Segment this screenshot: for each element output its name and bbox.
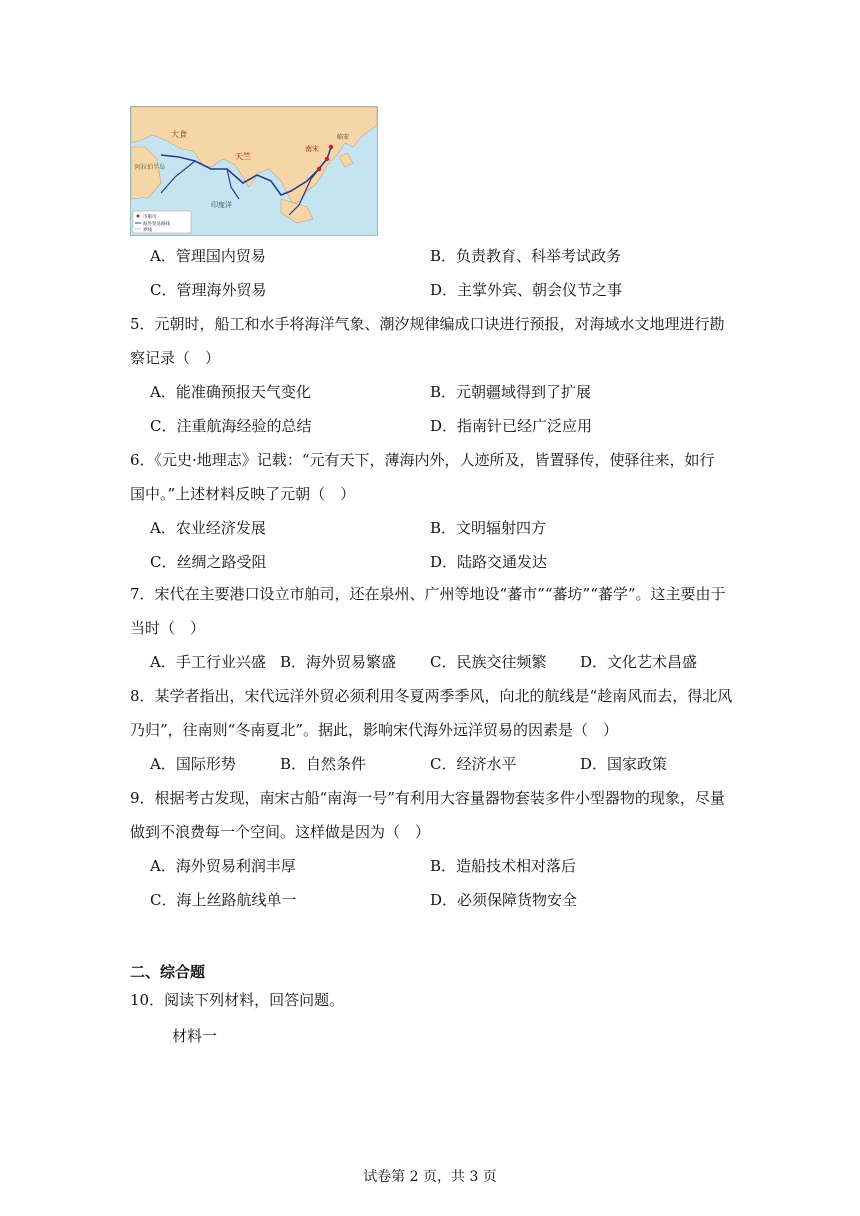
q9-stem-line: 9．根据考古发现，南宋古船“南海一号”有利用大容量器物套装多件小型器物的现象，尽量 bbox=[130, 789, 725, 807]
q7-stem-line: 7．宋代在主要港口设立市舶司，还在泉州、广州等地设“蕃市”“蕃坊”“蕃学”。这主要由于 bbox=[130, 585, 726, 603]
q5-option-d[interactable]: D．指南针已经广泛应用 bbox=[430, 417, 593, 435]
q9-option-b[interactable]: B．造船技术相对落后 bbox=[430, 857, 577, 875]
q7-option-a[interactable]: A．手工行业兴盛 bbox=[150, 653, 266, 671]
map-label: 临安 bbox=[337, 134, 350, 141]
page-footer: 试卷第 2 页，共 3 页 bbox=[363, 1169, 497, 1185]
q4-option-a[interactable]: A．管理国内贸易 bbox=[150, 247, 266, 265]
q8-option-d[interactable]: D．国家政策 bbox=[580, 755, 668, 773]
legend-item: 界线 bbox=[143, 228, 152, 233]
q7-option-b[interactable]: B．海外贸易繁盛 bbox=[280, 653, 397, 671]
q10-stem: 10．阅读下列材料，回答问题。 bbox=[130, 991, 345, 1009]
map-label: 大食 bbox=[171, 130, 187, 139]
q6-option-c[interactable]: C．丝绸之路受阻 bbox=[150, 553, 267, 571]
q6-option-a[interactable]: A．农业经济发展 bbox=[150, 519, 266, 537]
section-heading: 二、综合题 bbox=[130, 963, 206, 981]
port-marker bbox=[317, 167, 321, 171]
q5-option-a[interactable]: A．能准确预报天气变化 bbox=[150, 383, 311, 401]
trade-route-map bbox=[130, 106, 378, 236]
q8-stem-line: 8．某学者指出，宋代远洋外贸必须利用冬夏两季季风，向北的航线是“趁南风而去，得北风 bbox=[130, 687, 733, 705]
legend-item: 海外贸易路线 bbox=[143, 222, 170, 227]
q5-stem-line: 察记录（ ） bbox=[130, 349, 221, 367]
map-label: 阿拉伯半岛 bbox=[135, 164, 166, 171]
q7-option-c[interactable]: C．民族交往频繁 bbox=[430, 653, 547, 671]
legend-port-symbol bbox=[137, 215, 140, 218]
q8-option-c[interactable]: C．经济水平 bbox=[430, 755, 517, 773]
q7-stem-line: 当时（ ） bbox=[130, 619, 206, 637]
q9-option-d[interactable]: D．必须保障货物安全 bbox=[430, 891, 578, 909]
q9-option-a[interactable]: A．海外贸易利润丰厚 bbox=[150, 857, 296, 875]
q10-material-label: 材料一 bbox=[172, 1027, 218, 1045]
q6-option-d[interactable]: D．陆路交通发达 bbox=[430, 553, 548, 571]
legend-item: 市舶司 bbox=[143, 215, 157, 220]
q5-stem-line: 5．元朝时，船工和水手将海洋气象、潮汐规律编成口诀进行预报，对海域水文地理进行勘 bbox=[130, 315, 725, 333]
q4-option-b[interactable]: B．负责教育、科举考试政务 bbox=[430, 247, 622, 265]
map-label: 天竺 bbox=[235, 152, 251, 161]
q8-option-b[interactable]: B．自然条件 bbox=[280, 755, 367, 773]
map-label: 印度洋 bbox=[211, 201, 232, 209]
q6-stem-line: 6．《元史·地理志》记载：“元有天下，薄海内外，人迹所及，皆置驿传，使驿往来，如行 bbox=[130, 451, 715, 469]
q9-option-c[interactable]: C．海上丝路航线单一 bbox=[150, 891, 297, 909]
q5-option-b[interactable]: B．元朝疆域得到了扩展 bbox=[430, 383, 592, 401]
q5-option-c[interactable]: C．注重航海经验的总结 bbox=[150, 417, 312, 435]
map-label: 南宋 bbox=[305, 145, 319, 153]
q8-stem-line: 乃归”，往南则“冬南夏北”。据此，影响宋代海外远洋贸易的因素是（ ） bbox=[130, 721, 619, 739]
q4-option-d[interactable]: D．主掌外宾、朝会仪节之事 bbox=[430, 281, 623, 299]
q8-option-a[interactable]: A．国际形势 bbox=[150, 755, 236, 773]
q6-stem-line: 国中。”上述材料反映了元朝（ ） bbox=[130, 485, 356, 503]
q9-stem-line: 做到不浪费每一个空间。这样做是因为（ ） bbox=[130, 823, 431, 841]
q6-option-b[interactable]: B．文明辐射四方 bbox=[430, 519, 547, 537]
q4-option-c[interactable]: C．管理海外贸易 bbox=[150, 281, 267, 299]
port-marker bbox=[329, 145, 333, 149]
map-graphic bbox=[131, 107, 377, 235]
port-marker bbox=[325, 157, 329, 161]
q7-option-d[interactable]: D．文化艺术昌盛 bbox=[580, 653, 698, 671]
